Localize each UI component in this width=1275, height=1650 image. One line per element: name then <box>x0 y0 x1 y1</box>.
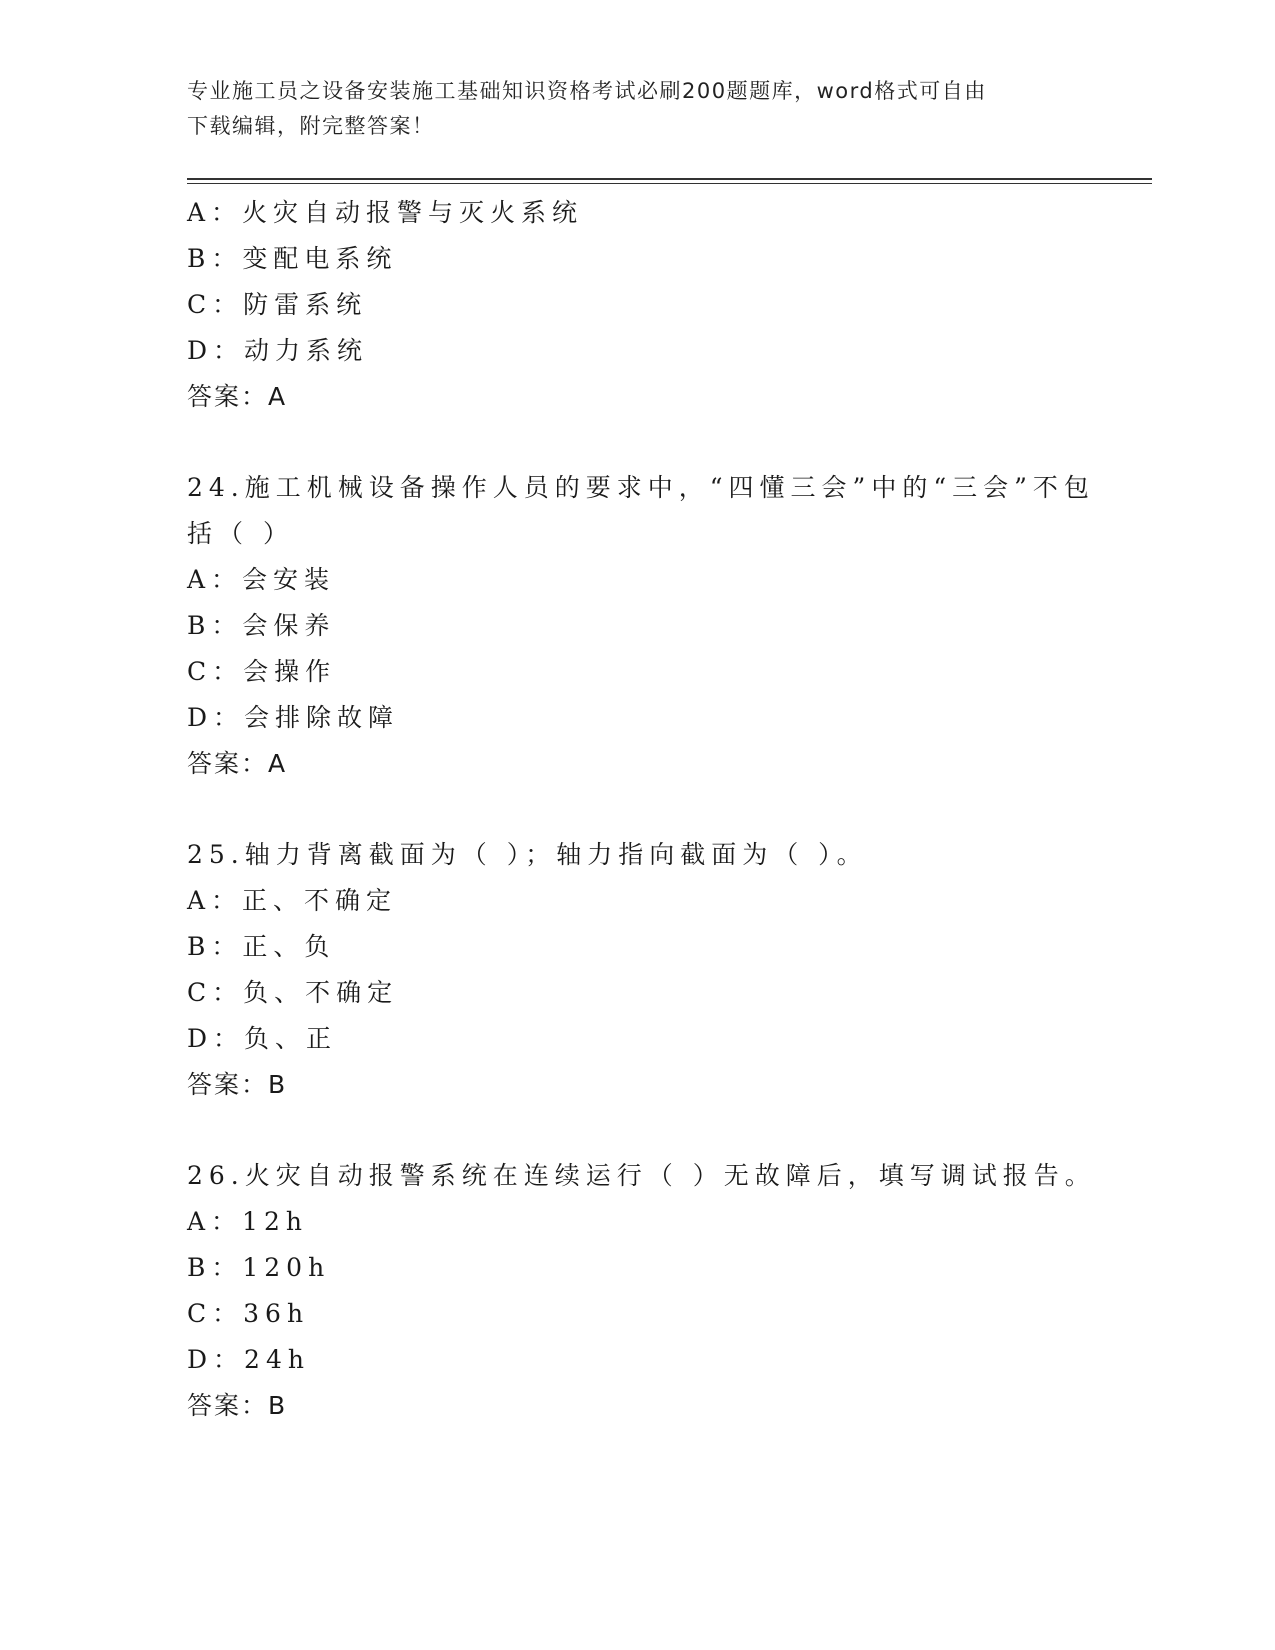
option-c: C：负、不确定 <box>187 978 399 1007</box>
option-a: A：火灾自动报警与灭火系统 <box>187 198 584 227</box>
option-c: C：会操作 <box>187 657 337 686</box>
question-23 <box>187 190 1107 420</box>
document-header <box>187 74 1067 144</box>
question-stem-continued: 括（ ） <box>187 519 294 548</box>
answer-line: 答案：A <box>187 382 288 411</box>
option-a: A：会安装 <box>187 565 336 594</box>
option-b: B：会保养 <box>187 611 336 640</box>
question-25 <box>187 832 1107 1108</box>
header-line-1: 专业施工员之设备安装施工基础知识资格考试必刷200题题库，word格式可自由 <box>187 79 987 103</box>
question-list <box>187 190 1107 1429</box>
option-c: C：36h <box>187 1299 310 1328</box>
answer-line: 答案：B <box>187 1070 288 1099</box>
question-stem: 26.火灾自动报警系统在连续运行（ ）无故障后，填写调试报告。 <box>187 1161 1096 1190</box>
option-a: A：12h <box>187 1207 308 1236</box>
question-26 <box>187 1153 1107 1429</box>
header-divider-thick <box>187 178 1152 180</box>
option-a: A：正、不确定 <box>187 886 398 915</box>
answer-line: 答案：B <box>187 1391 288 1420</box>
option-d: D：24h <box>187 1345 310 1374</box>
option-b: B：变配电系统 <box>187 244 398 273</box>
header-line-2: 下载编辑，附完整答案！ <box>187 114 435 138</box>
question-stem: 25.轴力背离截面为（ ）；轴力指向截面为（ ）。 <box>187 840 868 869</box>
option-d: D：负、正 <box>187 1024 338 1053</box>
option-d: D：动力系统 <box>187 336 369 365</box>
option-d: D：会排除故障 <box>187 703 400 732</box>
option-b: B：正、负 <box>187 932 336 961</box>
question-stem: 24.施工机械设备操作人员的要求中，“四懂三会”中的“三会”不包 <box>187 473 1095 502</box>
header-divider-thin <box>187 183 1152 184</box>
answer-line: 答案：A <box>187 749 288 778</box>
option-b: B：120h <box>187 1253 331 1282</box>
question-24 <box>187 465 1107 787</box>
option-c: C：防雷系统 <box>187 290 368 319</box>
